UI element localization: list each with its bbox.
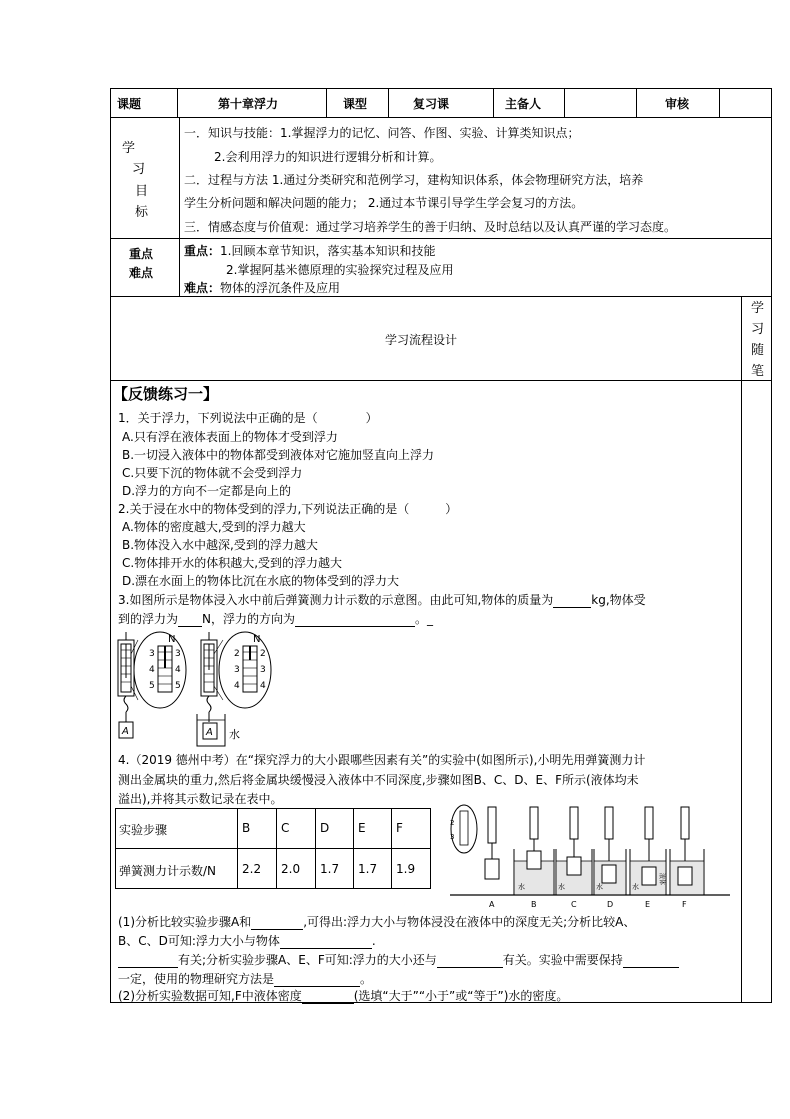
- grid-line: [388, 88, 389, 118]
- key-point-label: 重点：: [184, 244, 221, 258]
- key-label-1: 重点: [129, 247, 154, 261]
- objective-line-3: 二．过程与方法 1.通过分类研究和范例学习，建构知识体系，体会物理研究方法，培养: [184, 173, 644, 187]
- q3-tick-right-5: 3: [260, 665, 266, 675]
- grid-line: [719, 88, 720, 118]
- grid-line: [110, 380, 772, 381]
- objective-line-1: 一．知识与技能：1.掌握浮力的记忆、问答、作图、实验、计算类知识点；: [184, 126, 580, 140]
- q4-sub2-text-a: (2)分析实验数据可知,F中液体密度: [118, 989, 302, 1003]
- q4-gauge-3: 3: [450, 833, 455, 841]
- grid-line: [564, 88, 565, 118]
- q3-tick-left-2: 4: [149, 665, 155, 675]
- q3-tick-left-3: 5: [149, 681, 155, 691]
- q4-label-f: F: [682, 900, 687, 909]
- q1-stem: 1．关于浮力，下列说法中正确的是（ ）: [118, 411, 378, 425]
- type-value: 复习课: [413, 97, 450, 111]
- q4-line-2: 测出金属块的重力,然后将金属块缓慢浸入液体中不同深度,步骤如图B、C、D、E、F所示(液体均未: [118, 773, 639, 787]
- q4-sub1-blank-4[interactable]: [437, 955, 503, 968]
- q4-sub1-text-a: (1)分析比较实验步骤A和: [118, 915, 252, 929]
- q3-water-label: 水: [229, 728, 240, 741]
- q3-direction-blank[interactable]: [295, 614, 415, 627]
- grid-line: [326, 88, 327, 118]
- q3-text-5: 。_: [415, 612, 434, 626]
- table-value-c: 2.0: [281, 862, 301, 876]
- objective-line-4: 学生分析问题和解决问题的能力； 2.通过本节课引导学生学会复习的方法。: [184, 196, 584, 210]
- grid-line: [177, 88, 178, 118]
- q4-label-e: E: [645, 900, 651, 909]
- q3-unit-n-1: N: [168, 634, 176, 645]
- q4-line-3: 溢出),并将其示数记录在表中。: [118, 792, 283, 806]
- q3-unit-n-2: N: [253, 634, 261, 645]
- table-step-e: E: [358, 821, 366, 835]
- q1-option-c: C.只要下沉的物体就不会受到浮力: [122, 466, 303, 480]
- flow-side-2: 习: [751, 322, 765, 337]
- difficulty-text: 物体的浮沉条件及应用: [220, 281, 341, 295]
- q4-sub1-text-g: 一定，使用的物理研究方法是: [118, 972, 275, 986]
- q3-buoyancy-blank[interactable]: [178, 614, 202, 627]
- q4-label-c: C: [571, 900, 577, 909]
- type-label: 课型: [343, 97, 368, 111]
- q3-block-label-1: A: [122, 726, 129, 737]
- difficulty-label: 难点：: [184, 281, 221, 295]
- q3-scale-figure-after: [195, 630, 295, 748]
- q4-experiment-figure: [442, 803, 734, 911]
- objectives-label-1: 学: [122, 141, 136, 156]
- flow-side-1: 学: [751, 301, 765, 316]
- flow-side-3: 随: [751, 343, 765, 358]
- q3-tick-right-2: 3: [234, 665, 240, 675]
- q3-tick-left-6: 5: [175, 681, 181, 691]
- topic-label: 课题: [117, 97, 142, 111]
- grid-line: [110, 238, 772, 239]
- objectives-label-3: 目: [135, 184, 149, 199]
- q1-option-d: D.浮力的方向不一定都是向上的: [122, 484, 292, 498]
- q3-tick-right-1: 2: [234, 649, 240, 659]
- q4-sub1-blank-6[interactable]: [274, 974, 360, 987]
- q3-tick-right-3: 4: [234, 681, 240, 691]
- q4-sub1-text-d: .: [371, 934, 376, 948]
- table-header-step: 实验步骤: [119, 823, 168, 837]
- q4-sub2-text-b: (选填“大于”“小于”或“等于”)水的密度。: [353, 989, 569, 1003]
- objective-line-5: 三．情感态度与价值观：通过学习培养学生的善于归纳、及时总结以及认真严谨的学习态度。: [184, 220, 677, 234]
- q3-mass-blank[interactable]: [553, 595, 591, 608]
- q2-option-c: C.物体排开水的体积越大,受到的浮力越大: [122, 556, 343, 570]
- q4-water-e: 水: [632, 883, 639, 891]
- reviewer-label: 审核: [665, 97, 690, 111]
- q3-tick-right-6: 4: [260, 681, 266, 691]
- q3-block-label-2: A: [206, 727, 213, 738]
- q4-sub2-blank[interactable]: [302, 991, 354, 1004]
- grid-line: [110, 296, 772, 297]
- table-step-b: B: [242, 821, 251, 835]
- q4-sub1-text-e: 有关;分析实验步骤A、E、F可知:浮力的大小还与: [178, 953, 437, 967]
- q3-tick-left-4: 3: [175, 649, 181, 659]
- q4-label-a: A: [489, 900, 495, 909]
- q4-label-b: B: [531, 900, 537, 909]
- q4-water-c: 水: [558, 883, 565, 891]
- q1-option-a: A.只有浮在液体表面上的物体才受到浮力: [122, 430, 338, 444]
- q4-label-d: D: [607, 900, 614, 909]
- objectives-label-2: 习: [132, 162, 146, 177]
- q2-option-b: B.物体没入水中越深,受到的浮力越大: [122, 538, 318, 552]
- q4-sub1-text-f: 有关。实验中需要保持: [502, 953, 623, 967]
- q3-text-1: 3.如图所示是物体浸入水中前后弹簧测力计示数的示意图。由此可知,物体的质量为: [118, 593, 554, 607]
- q4-sub1-blank-2[interactable]: [280, 936, 372, 949]
- table-value-d: 1.7: [320, 862, 340, 876]
- key-point-1: 1.回顾本章节知识，落实基本知识和技能: [220, 244, 436, 258]
- table-value-f: 1.9: [396, 862, 416, 876]
- q4-line-1: 4.（2019 德州中考）在“探究浮力的大小跟哪些因素有关”的实验中(如图所示),小明先用弹簧测力计: [118, 753, 646, 767]
- table-header-reading: 弹簧测力计示数/N: [119, 864, 217, 878]
- exercise-heading: 【反馈练习一】: [113, 385, 219, 403]
- q2-option-d: D.漂在水面上的物体比沉在水底的物体受到的浮力大: [122, 574, 400, 588]
- objectives-label-4: 标: [135, 205, 149, 220]
- grid-line: [493, 88, 494, 118]
- preparer-label: 主备人: [505, 97, 542, 111]
- grid-line: [179, 117, 180, 297]
- q3-tick-right-4: 2: [260, 649, 266, 659]
- key-point-2: 2.掌握阿基米德原理的实验探究过程及应用: [226, 263, 454, 277]
- grid-line: [110, 117, 772, 118]
- q4-sub1-text-c: B、C、D可知:浮力大小与物体: [118, 934, 280, 948]
- flow-title: 学习流程设计: [385, 333, 458, 347]
- q4-sub1-text-h: 。: [360, 972, 373, 986]
- q3-tick-left-5: 4: [175, 665, 181, 675]
- q3-tick-left-1: 3: [149, 649, 155, 659]
- q1-option-b: B.一切浸入液体中的物体都受到液体对它施加竖直向上浮力: [122, 448, 435, 462]
- table-step-c: C: [281, 821, 290, 835]
- q4-water-b: 水: [518, 883, 525, 891]
- flow-side-4: 笔: [751, 364, 765, 379]
- grid-line: [771, 88, 772, 1003]
- q2-stem: 2.关于浸在水中的物体受到的浮力,下列说法正确的是（ ）: [118, 502, 458, 516]
- q4-sub1-blank-5[interactable]: [623, 955, 679, 968]
- grid-line: [110, 88, 111, 1003]
- key-label-2: 难点: [129, 266, 154, 280]
- q4-liquid-f: 液体: [658, 873, 665, 886]
- table-value-e: 1.7: [358, 862, 378, 876]
- q4-water-d: 水: [596, 883, 603, 891]
- q4-data-table: [115, 808, 431, 888]
- q4-sub1-blank-1[interactable]: [251, 917, 303, 930]
- q4-gauge-2: 2: [450, 819, 455, 827]
- q2-option-a: A.物体的密度越大,受到的浮力越大: [122, 520, 306, 534]
- table-value-b: 2.2: [242, 862, 262, 876]
- q4-sub1-blank-3[interactable]: [118, 955, 178, 968]
- topic-value: 第十章浮力: [218, 97, 279, 111]
- objective-line-2: 2.会利用浮力的知识进行逻辑分析和计算。: [214, 150, 442, 164]
- q3-text-3: 到的浮力为: [118, 612, 179, 626]
- table-step-d: D: [320, 821, 330, 835]
- grid-line: [110, 88, 772, 89]
- q4-sub1-text-b: ,可得出:浮力大小与物体浸没在液体中的深度无关;分析比较A、: [303, 915, 636, 929]
- grid-line: [636, 88, 637, 118]
- table-step-f: F: [396, 821, 403, 835]
- grid-line: [741, 296, 742, 1003]
- q3-text-2: kg,物体受: [591, 593, 646, 607]
- q3-text-4: N，浮力的方向为: [202, 612, 295, 626]
